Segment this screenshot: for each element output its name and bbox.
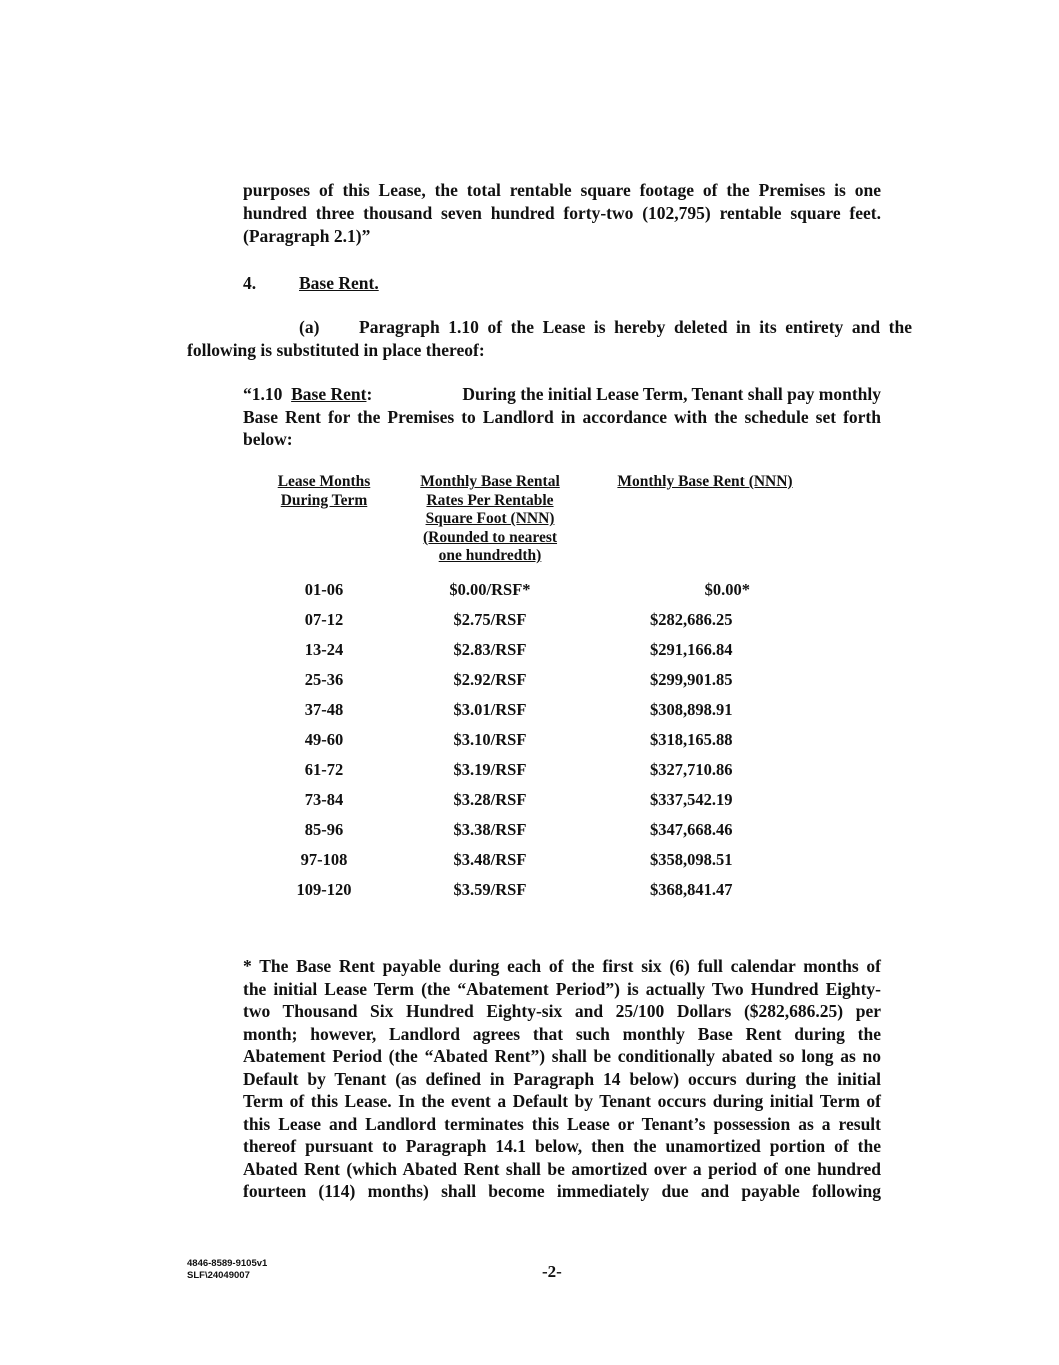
section-number: 4.: [243, 273, 257, 293]
cell-rate: $2.83/RSF: [453, 640, 527, 659]
intro-line-1: purposes of this Lease, the total rentable square footage of the Premises is one: [243, 180, 881, 200]
cell-rate: $3.19/RSF: [453, 760, 527, 779]
definition-line-3: below:: [243, 429, 293, 449]
rent-table-body: [0, 580, 1059, 910]
definition-colon: :: [366, 384, 373, 404]
table-row: [0, 670, 1059, 700]
footnote-line: the initial Lease Term (the “Abatement Period”) is actually Two Hundred Eighty-: [243, 978, 881, 999]
footnote: [243, 955, 881, 1203]
cell-rent: $327,710.86: [650, 760, 733, 779]
document-number: 4846-8589-9105v1: [187, 1258, 268, 1269]
table-row: [0, 610, 1059, 640]
cell-rent: $358,098.51: [650, 850, 733, 869]
cell-months: 25-36: [304, 670, 344, 689]
definition-number: “1.10: [243, 384, 283, 404]
cell-rent: $337,542.19: [650, 790, 733, 809]
footnote-line: Abated Rent (which Abated Rent shall be amortized over a period of one hundred: [243, 1158, 881, 1179]
cell-rent: $347,668.46: [650, 820, 733, 839]
cell-months: 73-84: [304, 790, 344, 809]
section-heading: Base Rent.: [299, 273, 379, 293]
document-id: [187, 1258, 267, 1281]
table-row: [0, 640, 1059, 670]
cell-rent: $299,901.85: [650, 670, 733, 689]
base-rent-definition: [243, 383, 881, 451]
footnote-line: this Lease and Landlord terminates this Lease or Tenant’s possession as a result: [243, 1113, 881, 1134]
definition-line-2: Base Rent for the Premises to Landlord in accordance with the schedule set forth: [243, 406, 881, 427]
definition-line-1: During the initial Lease Term, Tenant shall pay monthly: [462, 384, 881, 404]
intro-line-3: (Paragraph 2.1)”: [243, 226, 371, 246]
table-row: [0, 880, 1059, 910]
cell-rate: $3.28/RSF: [453, 790, 527, 809]
table-row: [0, 580, 1059, 610]
cell-months: 07-12: [304, 610, 344, 629]
header-monthly-rate: Monthly Base Rental Rates Per Rentable Square Foot (NNN) (Rounded to nearest one hundredth): [420, 473, 560, 564]
cell-rent: $282,686.25: [650, 610, 733, 629]
definition-term: Base Rent: [291, 384, 367, 404]
cell-rent: $318,165.88: [650, 730, 733, 749]
cell-rate: $2.92/RSF: [453, 670, 527, 689]
table-row: [0, 730, 1059, 760]
subsection-line-2: following is substituted in place thereof:: [187, 340, 485, 360]
cell-rate: $3.10/RSF: [453, 730, 527, 749]
table-row: [0, 700, 1059, 730]
cell-rate: $2.75/RSF: [453, 610, 527, 629]
header-monthly-rent: Monthly Base Rent (NNN): [617, 473, 793, 490]
table-row: [0, 760, 1059, 790]
cell-months: 61-72: [304, 760, 344, 779]
footnote-line: thereof pursuant to Paragraph 14.1 below, then the unamortized portion of the: [243, 1136, 881, 1156]
cell-rate: $3.59/RSF: [453, 880, 527, 899]
footnote-line: two Thousand Six Hundred Eighty-six and 25/100 Dollars ($282,686.25) per: [243, 1001, 881, 1021]
footnote-line: fourteen (114) months) shall become immediately due and payable following: [243, 1181, 881, 1201]
cell-rate: $0.00/RSF*: [449, 580, 531, 599]
table-row: [0, 850, 1059, 880]
footnote-line: Term of this Lease. In the event a Default by Tenant occurs during initial Term of: [243, 1091, 881, 1111]
cell-months: 01-06: [304, 580, 344, 599]
document-reference: SLF\24049007: [187, 1269, 250, 1281]
footnote-line: Default by Tenant (as defined in Paragraph 14 below) occurs during the initial: [243, 1068, 881, 1089]
header-lease-months: Lease Months During Term: [277, 473, 371, 509]
cell-months: 13-24: [304, 640, 344, 659]
subsection-label: (a): [299, 317, 320, 337]
cell-months: 109-120: [296, 880, 352, 899]
cell-rent: $291,166.84: [650, 640, 733, 659]
footnote-line: Abatement Period (the “Abated Rent”) shall be conditionally abated so long as no: [243, 1046, 881, 1066]
footnote-line: month; however, Landlord agrees that such monthly Base Rent during the: [243, 1023, 881, 1044]
cell-months: 97-108: [300, 850, 348, 869]
cell-months: 49-60: [304, 730, 344, 749]
table-row: [0, 820, 1059, 850]
cell-rate: $3.48/RSF: [453, 850, 527, 869]
intro-line-2: hundred three thousand seven hundred forty-two (102,795) rentable square feet.: [243, 203, 881, 223]
table-row: [0, 790, 1059, 820]
cell-rate: $3.01/RSF: [453, 700, 527, 719]
page-number: -2-: [542, 1262, 562, 1281]
footnote-line: * The Base Rent payable during each of the first six (6) full calendar months of: [243, 956, 881, 976]
cell-rent: $368,841.47: [650, 880, 733, 899]
cell-months: 37-48: [304, 700, 344, 719]
cell-rent: $0.00*: [704, 580, 750, 599]
cell-months: 85-96: [304, 820, 344, 839]
cell-rent: $308,898.91: [650, 700, 733, 719]
cell-rate: $3.38/RSF: [453, 820, 527, 839]
subsection-line-1: Paragraph 1.10 of the Lease is hereby deleted in its entirety and the: [359, 317, 912, 337]
